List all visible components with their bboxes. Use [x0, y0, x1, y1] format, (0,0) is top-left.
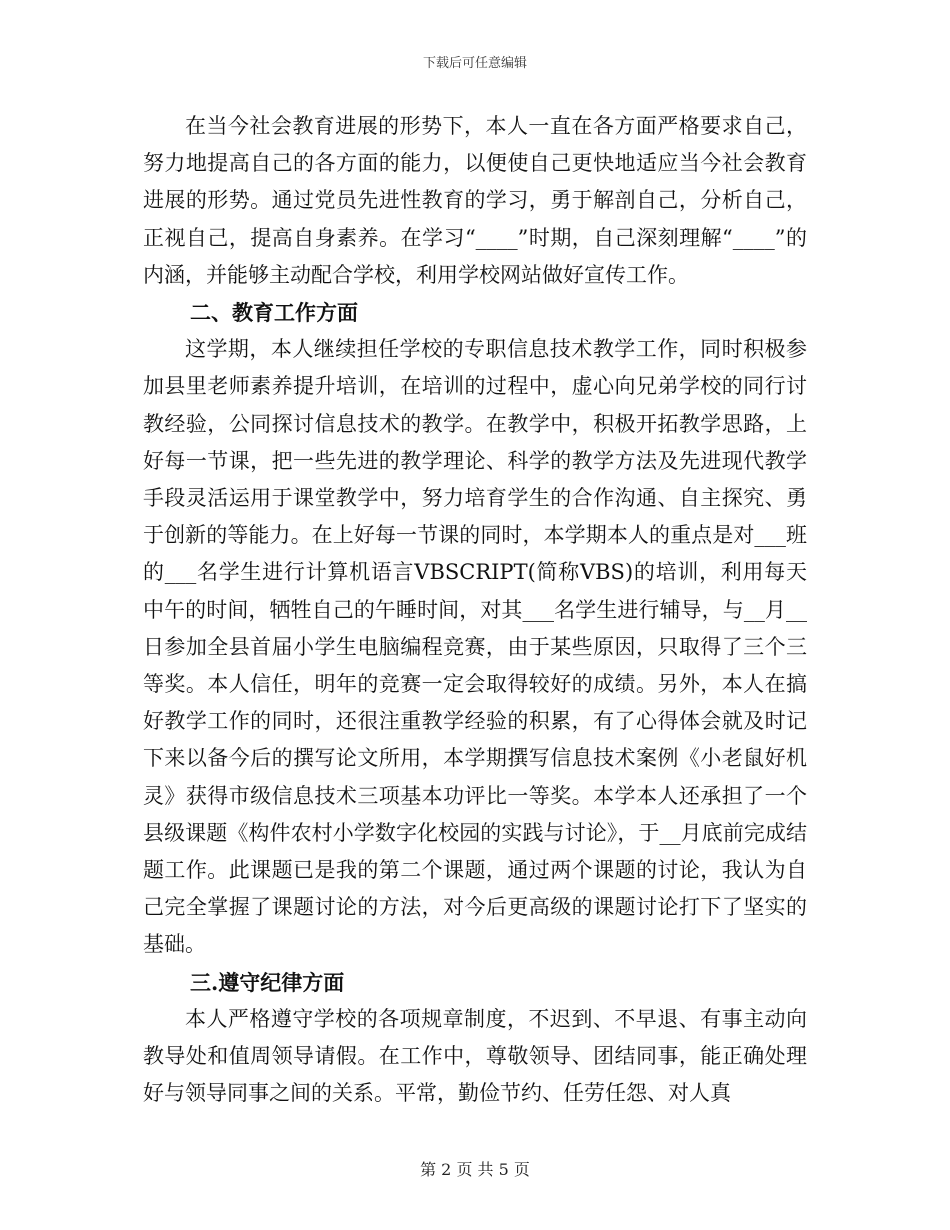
section-heading-discipline: 三.遵守纪律方面 [190, 969, 345, 995]
paragraph-discipline: 本人严格遵守学校的各项规章制度，不迟到、不早退、有事主动向教导处和值周领导请假。在工作中，尊敬领导、团结同事，能正确处理好与领导同事之间的关系。平常，勤俭节约、任劳任怨、对人真 [143, 1006, 807, 1106]
document-body [143, 108, 807, 1112]
page-footer: 第 2 页 共 5 页 [420, 1160, 530, 1179]
paragraph-teaching: 这学期，本人继续担任学校的专职信息技术教学工作，同时积极参加县里老师素养提升培训，在培训的过程中，虚心向兄弟学校的同行讨教经验，公同探讨信息技术的教学。在教学中，积极开拓教学思路，上好每一节课，把一些先进的教学理论、科学的教学方法及先进现代教学手段灵活运用于课堂教学中，努力培育学生的合作沟通、自主探究、勇于创新的等能力。在上好每一节课的同时，本学期本人的重点是对___班的___名学生进行计算机语言VBSCRIPT(简称VBS)的培训，利用每天中午的时间，牺牲自己的午睡时间，对其___名学生进行辅导，与__月__日参加全县首届小学生电脑编程竞赛，由于某些原因，只取得了三个三等奖。本人信任，明年的竞赛一定会取得较好的成绩。另外，本人在搞好教学工作的同时，还很注重教学经验的积累，有了心得体会就及时记下来以备今后的撰写论文所用，本学期撰写信息技术案例《小老鼠好机灵》获得市级信息技术三项基本功评比一等奖。本学本人还承担了一个县级课题《构件农村小学数字化校园的实践与讨论》，于__月底前完成结题工作。此课题已是我的第二个课题，通过两个课题的讨论，我认为自己完全掌握了课题讨论的方法，对今后更高级的课题讨论打下了坚实的基础。 [143, 337, 807, 957]
paragraph-intro: 在当今社会教育进展的形势下，本人一直在各方面严格要求自己，努力地提高自己的各方面的能力，以便使自己更快地适应当今社会教育进展的形势。通过党员先进性教育的学习，勇于解剖自己，分析自己，正视自己，提高自身素养。在学习“____”时期，自己深刻理解“____”的内涵，并能够主动配合学校，利用学校网站做好宣传工作。 [143, 114, 807, 287]
section-heading-teaching: 二、教育工作方面 [190, 300, 358, 326]
page-header: 下载后可任意编辑 [422, 56, 527, 71]
